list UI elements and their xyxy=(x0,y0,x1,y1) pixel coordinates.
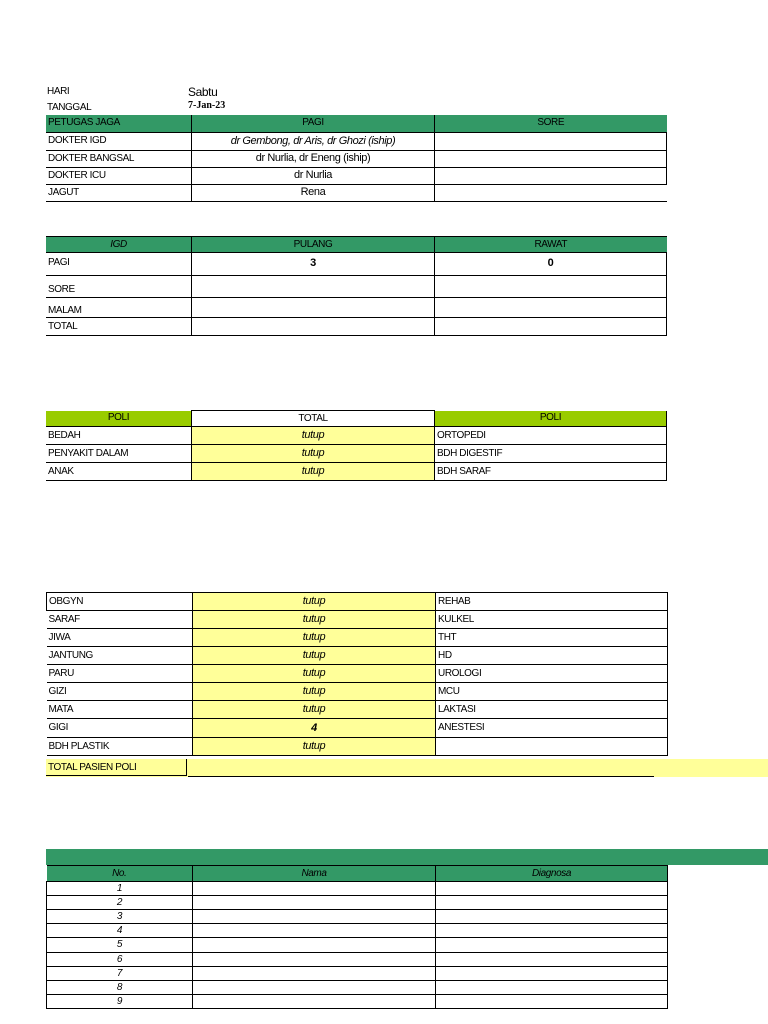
patients-row xyxy=(47,953,668,967)
poli-row xyxy=(47,701,668,719)
staff-row-sore xyxy=(435,132,667,150)
patients-row-no: 4 xyxy=(47,924,193,938)
igd-row-rawat xyxy=(435,276,667,298)
staff-row-bangsal xyxy=(46,150,667,167)
poli-header-total: TOTAL xyxy=(192,411,435,427)
staff-row-label: DOKTER IGD xyxy=(46,132,192,150)
patients-title-band xyxy=(46,849,768,865)
patients-row xyxy=(47,924,668,938)
staff-row-pagi: dr Gembong, dr Aris, dr Ghozi (iship) xyxy=(192,132,435,150)
patients-row xyxy=(47,910,668,924)
poli-left-label: JANTUNG xyxy=(47,647,193,665)
igd-header-rawat: RAWAT xyxy=(435,237,667,253)
poli-header-right: POLI xyxy=(435,411,667,427)
poli-total-value: tutup xyxy=(192,445,435,463)
patients-row-diagnosa xyxy=(436,924,668,938)
poli-left-label: JIWA xyxy=(47,629,193,647)
staff-header-sore: SORE xyxy=(435,115,667,132)
igd-header-igd: IGD xyxy=(46,237,192,253)
poli-right-label xyxy=(436,738,668,756)
patients-row-nama xyxy=(193,924,436,938)
patients-row-nama xyxy=(193,953,436,967)
patients-row-diagnosa xyxy=(436,882,668,896)
patients-row-no: 3 xyxy=(47,910,193,924)
poli-right-label: UROLOGI xyxy=(436,665,668,683)
igd-row-rawat xyxy=(435,318,667,336)
poli-right-label: BDH SARAF xyxy=(435,463,667,481)
poli-row xyxy=(47,683,668,701)
igd-row-pulang xyxy=(192,318,435,336)
igd-row-rawat: 0 xyxy=(435,253,667,276)
patients-row-diagnosa xyxy=(436,953,668,967)
poli-total-value: tutup xyxy=(193,665,436,683)
patients-row-nama xyxy=(193,981,436,995)
patients-row-no: 8 xyxy=(47,981,193,995)
patients-row xyxy=(47,995,668,1009)
poli-left-label: PENYAKIT DALAM xyxy=(46,445,192,463)
staff-row-label: DOKTER ICU xyxy=(46,167,192,184)
poli-total-value: tutup xyxy=(192,427,435,445)
patients-row-nama xyxy=(193,896,436,910)
patients-row-nama xyxy=(193,910,436,924)
igd-row-sore xyxy=(46,276,667,298)
patients-row-diagnosa xyxy=(436,981,668,995)
staff-row-sore xyxy=(435,150,667,167)
staff-row-jagut xyxy=(46,184,667,201)
poli-left-label: ANAK xyxy=(46,463,192,481)
poli-total-value: 4 xyxy=(193,719,436,738)
patients-table xyxy=(46,865,668,1009)
igd-row-total xyxy=(46,318,667,336)
poli-total-value: tutup xyxy=(193,647,436,665)
patients-row-diagnosa xyxy=(436,967,668,981)
poli-right-label: ORTOPEDI xyxy=(435,427,667,445)
poli-right-label: BDH DIGESTIF xyxy=(435,445,667,463)
poli-right-label: MCU xyxy=(436,683,668,701)
igd-row-label: SORE xyxy=(46,276,192,298)
staff-row-igd xyxy=(46,132,667,150)
hari-value: Sabtu xyxy=(188,85,218,99)
poli-left-label: MATA xyxy=(47,701,193,719)
poli-row xyxy=(47,611,668,629)
igd-row-label: PAGI xyxy=(46,253,192,276)
poli-total-value: tutup xyxy=(193,611,436,629)
patients-row-no: 9 xyxy=(47,995,193,1009)
total-poli-label: TOTAL PASIEN POLI xyxy=(46,759,187,776)
poli-left-label: OBGYN xyxy=(47,593,193,611)
patients-row-nama xyxy=(193,882,436,896)
staff-row-sore xyxy=(435,167,667,184)
patients-row-diagnosa xyxy=(436,938,668,953)
igd-row-pulang: 3 xyxy=(192,253,435,276)
patients-row xyxy=(47,938,668,953)
patients-row-nama xyxy=(193,995,436,1009)
poli-left-label: PARU xyxy=(47,665,193,683)
patients-row-diagnosa xyxy=(436,995,668,1009)
patients-row-no: 2 xyxy=(47,896,193,910)
poli-row xyxy=(46,463,667,481)
poli-row xyxy=(46,427,667,445)
patients-header-diagnosa: Diagnosa xyxy=(436,866,668,882)
staff-row-label: DOKTER BANGSAL xyxy=(46,150,192,167)
patients-header-nama: Nama xyxy=(193,866,436,882)
patients-row-nama xyxy=(193,938,436,953)
poli-right-label: REHAB xyxy=(436,593,668,611)
poli-left-label: SARAF xyxy=(47,611,193,629)
igd-row-pagi xyxy=(46,253,667,276)
hari-label: HARI xyxy=(47,86,70,97)
staff-row-pagi: dr Nurlia, dr Eneng (iship) xyxy=(192,150,435,167)
poli-left-label: GIGI xyxy=(47,719,193,738)
patients-row-no: 6 xyxy=(47,953,193,967)
tanggal-label: TANGGAL xyxy=(47,102,92,113)
igd-row-pulang xyxy=(192,298,435,318)
total-poli-line xyxy=(188,776,654,777)
igd-row-malam xyxy=(46,298,667,318)
poli-total-value: tutup xyxy=(192,463,435,481)
poli-right-label: HD xyxy=(436,647,668,665)
staff-row-label: JAGUT xyxy=(46,184,192,201)
patients-row-no: 5 xyxy=(47,938,193,953)
poli-table-2 xyxy=(46,592,668,756)
staff-header-petugas: PETUGAS JAGA xyxy=(46,115,192,132)
patients-row-diagnosa xyxy=(436,910,668,924)
poli-right-label: LAKTASI xyxy=(436,701,668,719)
patients-row xyxy=(47,882,668,896)
igd-row-rawat xyxy=(435,298,667,318)
poli-total-value: tutup xyxy=(193,701,436,719)
poli-total-value: tutup xyxy=(193,593,436,611)
poli-row xyxy=(47,593,668,611)
poli-header-row xyxy=(46,411,667,427)
poli-row xyxy=(47,738,668,756)
staff-header-pagi: PAGI xyxy=(192,115,435,132)
igd-header-row xyxy=(46,237,667,253)
poli-right-label: THT xyxy=(436,629,668,647)
patients-header-row xyxy=(47,866,668,882)
igd-row-label: TOTAL xyxy=(46,318,192,336)
staff-row-pagi: dr Nurlia xyxy=(192,167,435,184)
patients-row xyxy=(47,981,668,995)
patients-header-no: No. xyxy=(47,866,193,882)
poli-left-label: BDH PLASTIK xyxy=(47,738,193,756)
poli-right-label: ANESTESI xyxy=(436,719,668,738)
poli-table-1 xyxy=(46,410,667,481)
tanggal-value: 7-Jan-23 xyxy=(188,100,226,111)
poli-row xyxy=(47,719,668,738)
patients-row xyxy=(47,896,668,910)
poli-left-label: GIZI xyxy=(47,683,193,701)
patients-row-no: 1 xyxy=(47,882,193,896)
patients-row-diagnosa xyxy=(436,896,668,910)
staff-table xyxy=(46,115,667,202)
igd-row-label: MALAM xyxy=(46,298,192,318)
patients-row xyxy=(47,967,668,981)
igd-table xyxy=(46,236,667,336)
poli-right-label: KULKEL xyxy=(436,611,668,629)
staff-row-icu xyxy=(46,167,667,184)
igd-row-pulang xyxy=(192,276,435,298)
poli-total-value: tutup xyxy=(193,629,436,647)
staff-row-sore xyxy=(435,184,667,201)
igd-header-pulang: PULANG xyxy=(192,237,435,253)
poli-row xyxy=(47,665,668,683)
patients-row-no: 7 xyxy=(47,967,193,981)
staff-row-pagi: Rena xyxy=(192,184,435,201)
poli-row xyxy=(47,647,668,665)
poli-row xyxy=(47,629,668,647)
staff-header-row xyxy=(46,115,667,132)
poli-row xyxy=(46,445,667,463)
poli-total-value: tutup xyxy=(193,683,436,701)
patients-row-nama xyxy=(193,967,436,981)
poli-header-left: POLI xyxy=(46,411,192,427)
poli-total-value: tutup xyxy=(193,738,436,756)
poli-left-label: BEDAH xyxy=(46,427,192,445)
